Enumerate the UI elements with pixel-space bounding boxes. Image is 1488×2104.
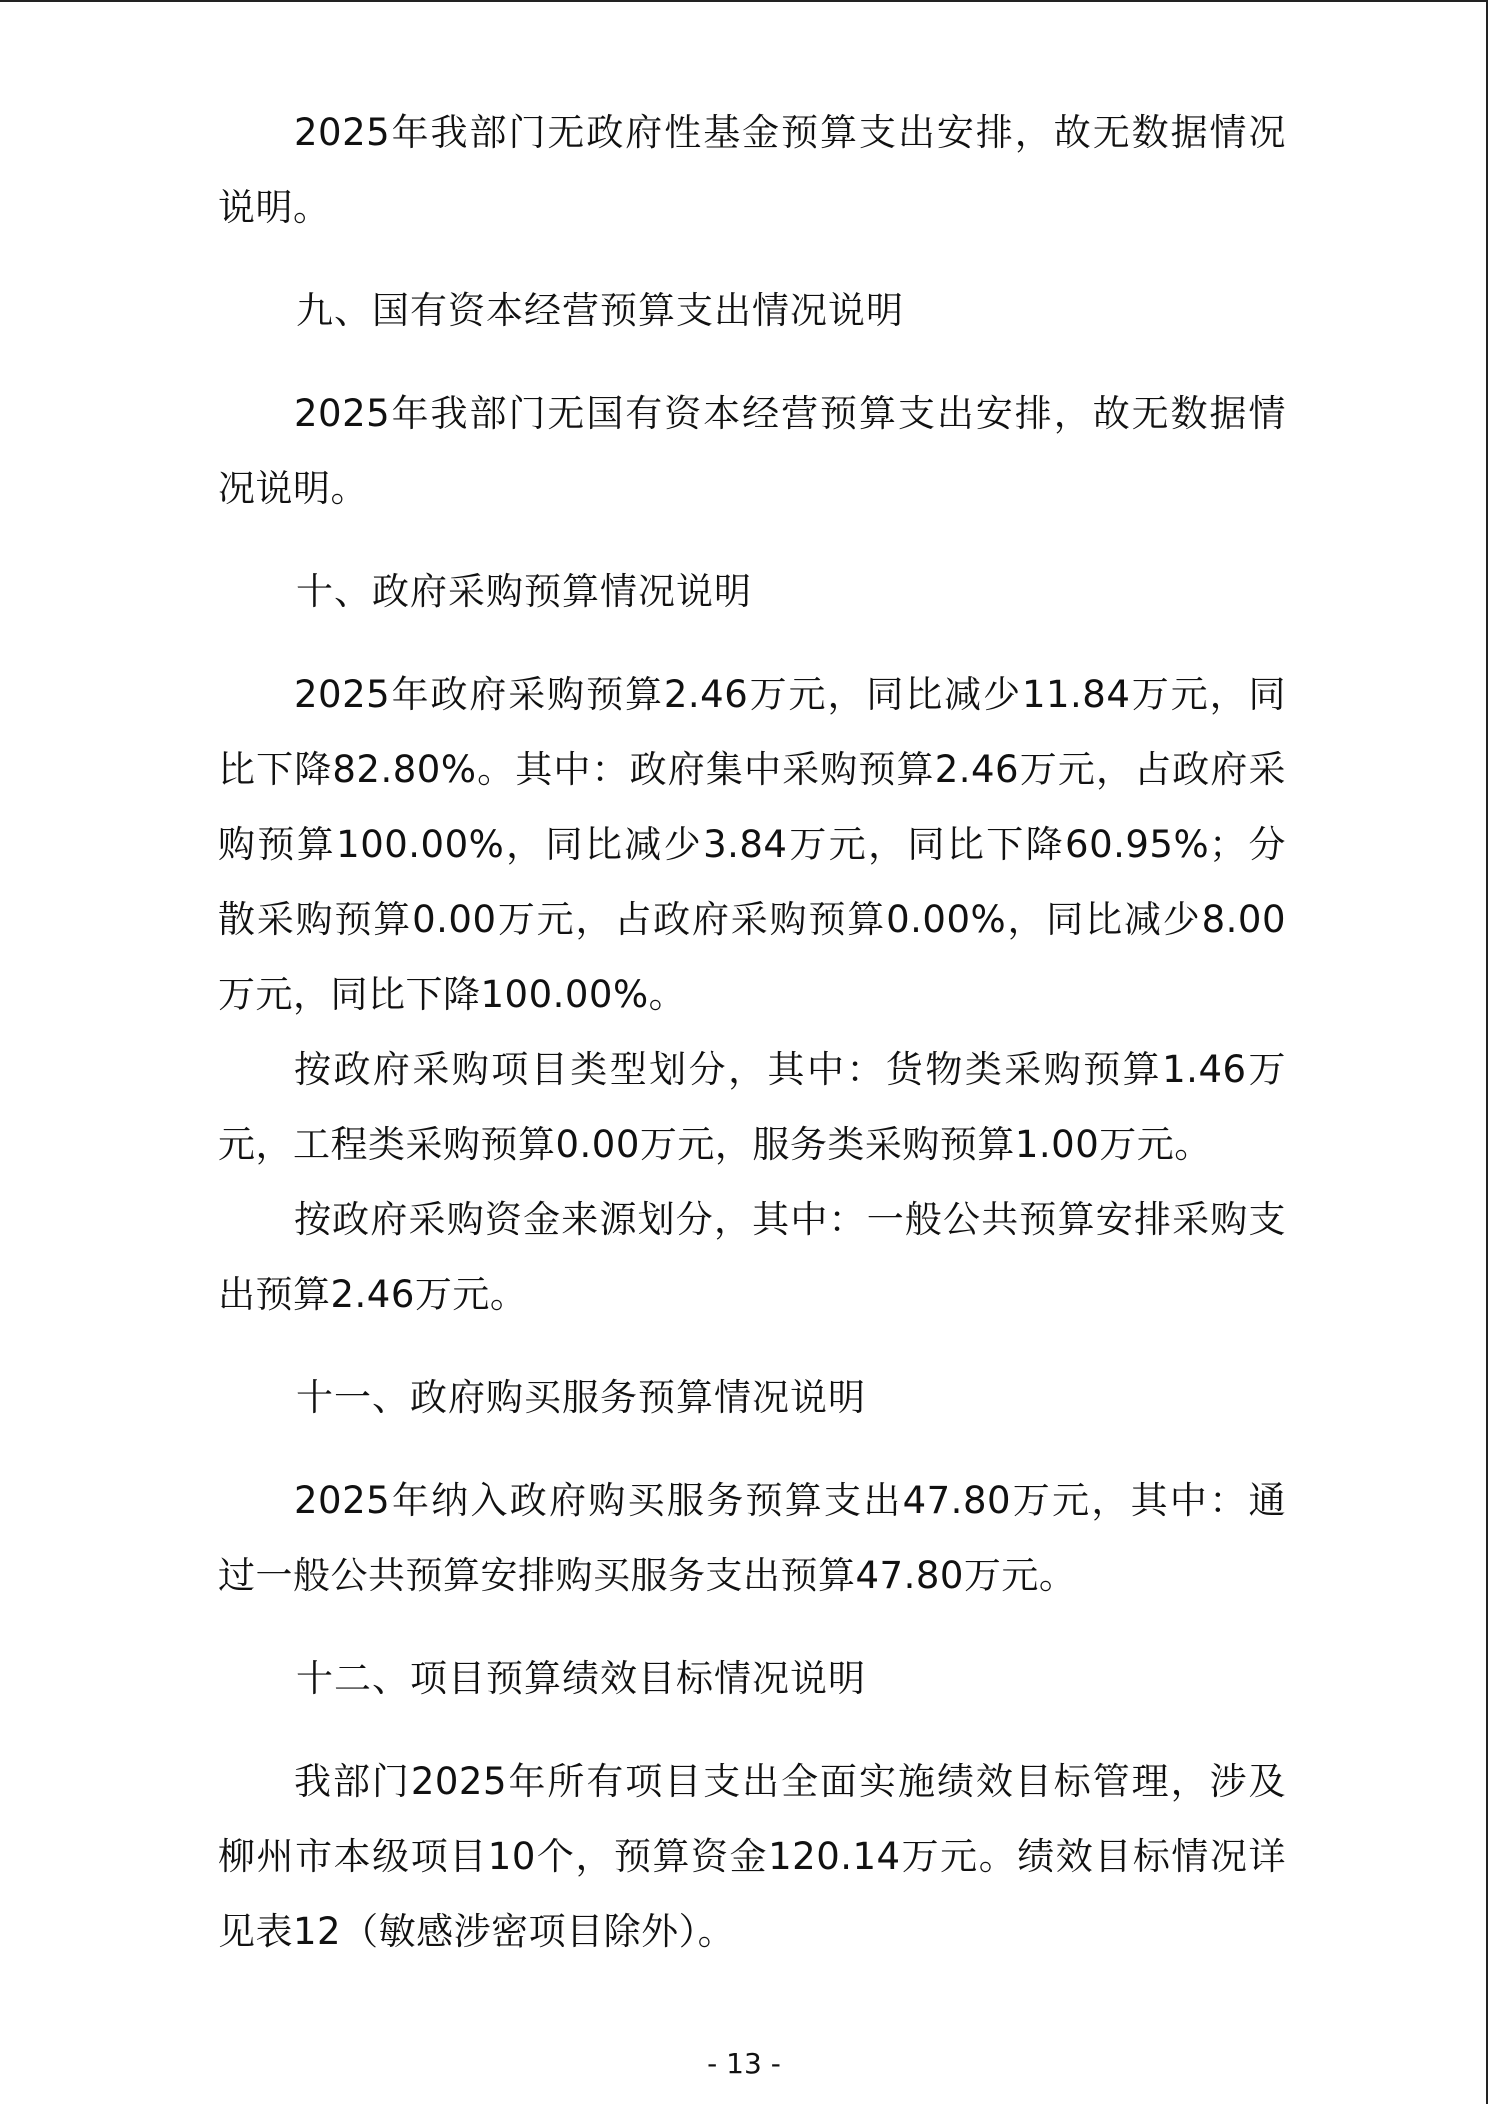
paragraph-purchase-services: 2025年纳入政府购买服务预算支出47.80万元，其中：通过一般公共预算安排购买服务支出预算47.80万元。 — [218, 1479, 1286, 1597]
page-number: - 13 - — [707, 2047, 781, 2080]
heading-section-11: 十一、政府购买服务预算情况说明 — [296, 1376, 866, 1419]
paragraph-state-capital: 2025年我部门无国有资本经营预算支出安排，故无数据情况说明。 — [218, 392, 1286, 510]
paragraph-government-fund: 2025年我部门无政府性基金预算支出安排，故无数据情况说明。 — [218, 111, 1286, 229]
paragraph-procurement-by-source: 按政府采购资金来源划分，其中：一般公共预算安排采购支出预算2.46万元。 — [218, 1198, 1286, 1316]
document-body — [218, 95, 1286, 1969]
heading-section-10: 十、政府采购预算情况说明 — [296, 570, 752, 613]
paragraph-procurement-budget: 2025年政府采购预算2.46万元，同比减少11.84万元，同比下降82.80%。其中：政府集中采购预算2.46万元，占政府采购预算100.00%，同比减少3.84万元，同比下降60.95%；分散采购预算0.00万元，占政府采购预算0.00%，同比减少8.00万元，同比下降100.00%。 — [218, 673, 1286, 1016]
heading-section-9: 九、国有资本经营预算支出情况说明 — [296, 289, 904, 332]
page-border-top — [0, 0, 1488, 2]
heading-section-12: 十二、项目预算绩效目标情况说明 — [296, 1657, 866, 1700]
paragraph-performance-targets: 我部门2025年所有项目支出全面实施绩效目标管理，涉及柳州市本级项目10个，预算资金120.14万元。绩效目标情况详见表12（敏感涉密项目除外）。 — [218, 1760, 1286, 1953]
paragraph-procurement-by-type: 按政府采购项目类型划分，其中：货物类采购预算1.46万元，工程类采购预算0.00万元，服务类采购预算1.00万元。 — [218, 1048, 1286, 1166]
